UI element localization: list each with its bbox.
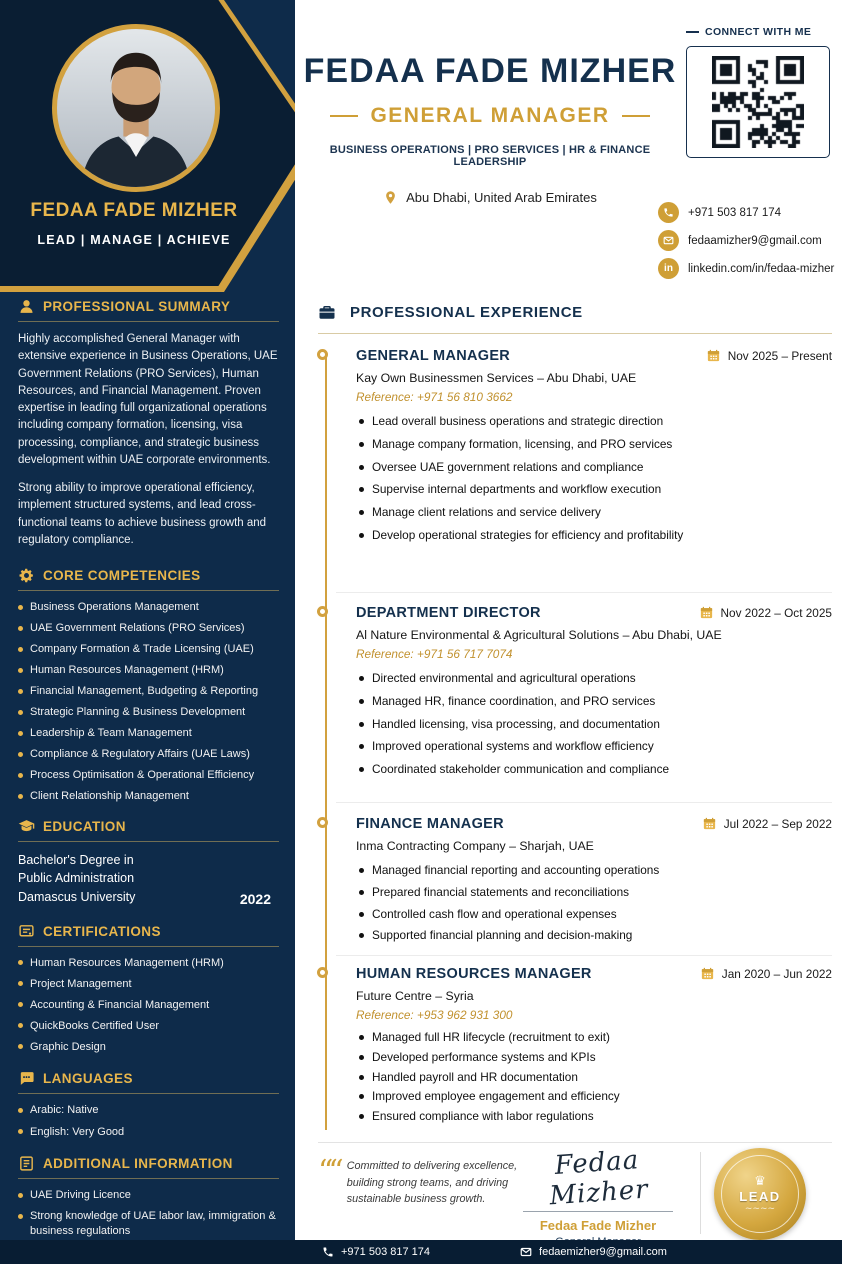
job-reference: Reference: +953 962 931 300 <box>356 1008 513 1022</box>
job-company: Future Centre – Syria <box>356 989 474 1003</box>
job-bullet-list <box>356 414 832 543</box>
job-bullet: Managed HR, finance coordination, and PRO services <box>356 694 832 709</box>
calendar-icon <box>702 816 717 831</box>
avatar-illustration <box>57 29 215 187</box>
summary-paragraph-1: Highly accomplished General Manager with extensive experience in Business Operations, UAE Government Relations (PRO Services), Human Resources, and Financial Management. Proven expertise in leading full organizational operations including company formation, licensing, visa processing, compliance, and strategic business development within UAE corporate environments. <box>18 333 278 466</box>
quote-block <box>318 1158 520 1208</box>
timeline-node <box>317 817 328 828</box>
certifications-section <box>18 923 279 1055</box>
footer-vertical-divider <box>700 1152 701 1234</box>
email-icon <box>520 1246 532 1258</box>
linkedin-icon: in <box>658 258 679 279</box>
summary-heading <box>18 298 279 322</box>
timeline-node <box>317 606 328 617</box>
sidebar-content <box>0 298 295 1254</box>
competency-item: Process Optimisation & Operational Efficiency <box>18 768 279 783</box>
summary-heading-label: PROFESSIONAL SUMMARY <box>43 299 231 314</box>
job-company: Kay Own Businessmen Services – Abu Dhabi, UAE <box>356 371 637 385</box>
job-reference: Reference: +971 56 810 3662 <box>356 390 513 404</box>
job-bullet: Lead overall business operations and strategic direction <box>356 414 832 429</box>
job-bullet-list <box>356 671 832 778</box>
job-bullet: Ensured compliance with labor regulations <box>356 1109 832 1124</box>
job-reference: Reference: +971 56 717 7074 <box>356 647 513 661</box>
certification-item: Graphic Design <box>18 1040 279 1055</box>
job-dates <box>699 605 833 620</box>
calendar-icon <box>706 348 721 363</box>
document-icon <box>18 1155 35 1172</box>
job-bullet: Improved operational systems and workflow efficiency <box>356 739 832 754</box>
sidebar <box>0 0 295 1264</box>
sidebar-tagline: LEAD | MANAGE | ACHIEVE <box>37 233 231 247</box>
competency-item: UAE Government Relations (PRO Services) <box>18 621 279 636</box>
languages-heading <box>18 1070 279 1094</box>
job-bullet: Managed full HR lifecycle (recruitment to exit) <box>356 1030 832 1045</box>
certification-item: Human Resources Management (HRM) <box>18 956 279 971</box>
certificate-icon <box>18 923 35 940</box>
bottom-bar <box>0 1240 842 1264</box>
job-bullet: Handled payroll and HR documentation <box>356 1070 832 1085</box>
competencies-list <box>18 600 279 804</box>
timeline-node <box>317 349 328 360</box>
competency-item: Company Formation & Trade Licensing (UAE) <box>18 642 279 657</box>
job-bullet: Supervise internal departments and workflow execution <box>356 482 832 497</box>
graduation-cap-icon <box>18 818 35 835</box>
job-bullet: Handled licensing, visa processing, and documentation <box>356 717 832 732</box>
additional-info-item: Strong knowledge of UAE labor law, immigration & business regulations <box>18 1209 279 1238</box>
certifications-heading <box>18 923 279 947</box>
job-bullet: Manage company formation, licensing, and PRO services <box>356 437 832 452</box>
header-subtitle: BUSINESS OPERATIONS | PRO SERVICES | HR & FINANCE LEADERSHIP <box>329 144 651 168</box>
job-dates-text: Jan 2020 – Jun 2022 <box>721 966 832 981</box>
languages-heading-label: LANGUAGES <box>43 1071 133 1087</box>
competency-item: Leadership & Team Management <box>18 726 279 741</box>
job-dates <box>700 966 832 981</box>
connect-heading-label: CONNECT WITH ME <box>705 26 812 38</box>
experience-heading-label: PROFESSIONAL EXPERIENCE <box>350 303 583 321</box>
certifications-heading-label: CERTIFICATIONS <box>43 923 161 939</box>
languages-section <box>18 1070 279 1139</box>
job-divider <box>336 955 832 956</box>
summary-paragraph-2: Strong ability to improve operational efficiency, implement structured systems, and lead cross-functional teams to achieve business growth and regulatory compliance. <box>18 482 267 546</box>
additional-info-item: UAE Driving Licence <box>18 1188 279 1203</box>
speech-bubble-icon <box>18 1070 35 1087</box>
job-bullet: Manage client relations and service delivery <box>356 505 832 520</box>
competencies-heading <box>18 567 279 591</box>
footer-divider <box>318 1142 832 1143</box>
phone-icon <box>322 1246 334 1258</box>
education-heading-label: EDUCATION <box>43 818 126 834</box>
competency-item: Client Relationship Management <box>18 789 279 804</box>
job-title: GENERAL MANAGER <box>356 348 511 364</box>
crown-icon: ♛ <box>754 1173 766 1188</box>
profile-photo <box>52 24 220 192</box>
competency-item: Human Resources Management (HRM) <box>18 663 279 678</box>
job-bullet: Directed environmental and agricultural operations <box>356 671 832 686</box>
badge-decoration: ~~~~ <box>744 1204 776 1214</box>
language-item: Arabic: Native <box>18 1103 279 1118</box>
job-entry <box>318 966 832 1129</box>
job-bullet-list <box>356 1030 832 1125</box>
degree-line-1: Bachelor's Degree in <box>18 852 134 867</box>
signature-script: Fedaa Mizher <box>548 1145 650 1212</box>
job-title-row <box>356 816 832 832</box>
job-bullet: Prepared financial statements and reconciliations <box>356 885 832 900</box>
job-bullet: Develop operational strategies for efficiency and profitability <box>356 528 832 543</box>
job-dates <box>702 816 832 831</box>
phone-text: +971 503 817 174 <box>688 206 782 219</box>
signature-block <box>512 1145 684 1248</box>
certification-item: Project Management <box>18 977 279 992</box>
job-bullet: Coordinated stakeholder communication and compliance <box>356 762 832 777</box>
job-title: HUMAN RESOURCES MANAGER <box>356 966 592 982</box>
additional-info-heading-label: ADDITIONAL INFORMATION <box>43 1156 233 1172</box>
linkedin-text: linkedin.com/in/fedaa-mizher <box>688 262 835 275</box>
job-company: Al Nature Environmental & Agricultural Solutions – Abu Dhabi, UAE <box>356 628 722 642</box>
location-text: Abu Dhabi, United Arab Emirates <box>406 190 597 205</box>
job-bullet: Developed performance systems and KPIs <box>356 1050 832 1065</box>
certification-item: Accounting & Financial Management <box>18 998 279 1013</box>
gear-icon <box>18 567 35 584</box>
education-heading <box>18 818 279 842</box>
job-title: GENERAL MANAGER <box>370 104 610 127</box>
job-title-row <box>356 348 832 364</box>
bottom-email-text: fedaemizher9@gmail.com <box>539 1246 667 1258</box>
additional-info-list <box>18 1188 279 1238</box>
job-bullet-list <box>356 863 832 944</box>
education-school: Damascus University <box>18 890 136 905</box>
additional-info-heading <box>18 1155 279 1179</box>
job-entry <box>318 348 832 551</box>
education-entry <box>18 851 279 907</box>
lead-badge <box>714 1148 806 1240</box>
job-bullet: Controlled cash flow and operational expenses <box>356 907 832 922</box>
calendar-icon <box>699 605 714 620</box>
competencies-heading-label: CORE COMPETENCIES <box>43 568 201 583</box>
job-dates <box>706 348 832 363</box>
bottom-phone-text: +971 503 817 174 <box>341 1246 431 1258</box>
job-dates-text: Jul 2022 – Sep 2022 <box>723 816 832 831</box>
competencies-section <box>18 567 279 804</box>
language-item: English: Very Good <box>18 1125 279 1140</box>
job-dates-text: Nov 2025 – Present <box>727 348 832 363</box>
education-section <box>18 818 279 907</box>
job-company: Inma Contracting Company – Sharjah, UAE <box>356 839 594 853</box>
quote-icon <box>318 1158 339 1208</box>
email-text: fedaamizher9@gmail.com <box>688 234 822 247</box>
competency-item: Financial Management, Budgeting & Reporting <box>18 684 279 699</box>
job-bullet: Supported financial planning and decision-making <box>356 928 832 943</box>
name-heading: FEDAA FADE MIZHER <box>303 52 677 90</box>
job-entry <box>318 605 832 785</box>
job-title-row <box>356 605 832 621</box>
timeline-node <box>317 967 328 978</box>
job-title: FINANCE MANAGER <box>356 816 504 832</box>
badge-label: LEAD <box>739 1189 781 1204</box>
certification-item: QuickBooks Certified User <box>18 1019 279 1034</box>
education-year: 2022 <box>239 890 271 907</box>
languages-list <box>18 1103 279 1139</box>
education-degree <box>18 851 135 907</box>
bottom-phone[interactable] <box>322 1246 430 1258</box>
job-divider <box>336 592 832 593</box>
summary-section <box>18 298 279 549</box>
job-divider <box>336 802 832 803</box>
job-bullet: Improved employee engagement and efficiency <box>356 1089 832 1104</box>
certifications-list <box>18 956 279 1055</box>
signature-name: Fedaa Fade Mizher <box>539 1218 657 1233</box>
competency-item: Compliance & Regulatory Affairs (UAE Laws) <box>18 747 279 762</box>
competency-item: Strategic Planning & Business Development <box>18 705 279 720</box>
competency-item: Business Operations Management <box>18 600 279 615</box>
person-icon <box>18 298 35 315</box>
quote-text: Committed to delivering excellence, building strong teams, and driving sustainable business growth. <box>346 1160 518 1206</box>
degree-line-2: Public Administration <box>18 871 135 886</box>
job-dates-text: Nov 2022 – Oct 2025 <box>720 605 832 620</box>
job-title: DEPARTMENT DIRECTOR <box>356 605 541 621</box>
job-bullet: Oversee UAE government relations and compliance <box>356 460 832 475</box>
additional-info-section <box>18 1155 279 1238</box>
experience-list <box>318 0 835 1264</box>
sidebar-name: FEDAA FADE MIZHER <box>30 200 238 221</box>
bottom-email[interactable] <box>520 1246 667 1258</box>
job-entry <box>318 816 832 950</box>
job-bullet: Managed financial reporting and accounting operations <box>356 863 832 878</box>
job-title-row <box>356 966 832 982</box>
calendar-icon <box>700 966 715 981</box>
